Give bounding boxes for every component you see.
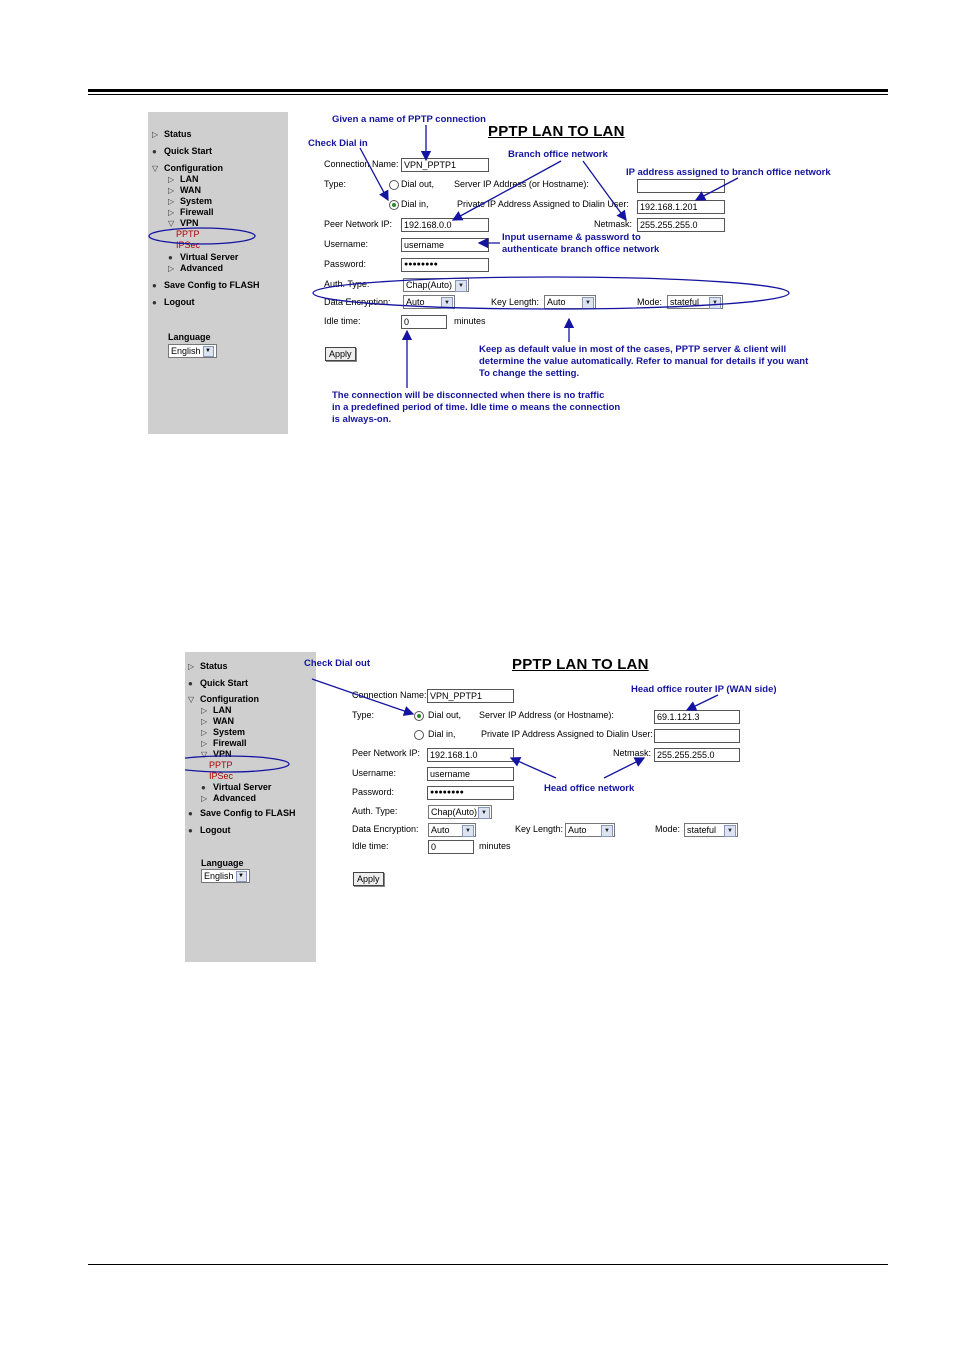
username-label: Username: xyxy=(352,768,397,778)
password-input[interactable]: ●●●●●●●● xyxy=(427,786,514,800)
peer-ip-label: Peer Network IP: xyxy=(352,748,421,758)
netmask-input[interactable]: 255.255.255.0 xyxy=(654,748,740,762)
annotation-branch-network: Branch office network xyxy=(508,149,608,160)
annotation-input-user-1: Input username & password to xyxy=(502,232,641,243)
triangle-down-icon: ▽ xyxy=(188,695,195,704)
sidebar-item-ipsec[interactable]: IPSec xyxy=(209,771,234,781)
bullet-icon: ● xyxy=(152,281,157,290)
arrow-head-router xyxy=(687,695,718,710)
arrow-branch-network-b xyxy=(583,161,626,220)
bullet-icon: ● xyxy=(152,147,157,156)
annotation-check-dial-out: Check Dial out xyxy=(304,658,370,669)
arrow-check-dial-in xyxy=(360,148,388,200)
sidebar-item-virtual-server[interactable]: ● Virtual Server xyxy=(168,252,239,262)
annotation-keep-default-3: To change the setting. xyxy=(479,368,580,379)
dial-out-radio[interactable] xyxy=(414,711,424,721)
chevron-down-icon: ▼ xyxy=(601,825,613,837)
data-encryption-select[interactable]: Auto ▼ xyxy=(428,823,476,837)
sidebar-item-configuration[interactable]: ▽ Configuration xyxy=(152,163,223,173)
netmask-label: Netmask: xyxy=(613,748,652,758)
sidebar-item-advanced[interactable]: ▷ Advanced xyxy=(201,793,257,803)
password-input[interactable]: ●●●●●●●● xyxy=(401,258,489,272)
connection-name-label: Connection Name: xyxy=(324,159,399,169)
triangle-down-icon: ▽ xyxy=(201,750,208,759)
type-label: Type: xyxy=(324,179,347,189)
annotation-check-dial-in: Check Dial in xyxy=(308,138,368,149)
key-length-label: Key Length: xyxy=(515,824,564,834)
idle-time-input[interactable]: 0 xyxy=(401,315,447,329)
annotation-disconnect-2: in a predefined period of time. Idle time o means the connection xyxy=(332,402,621,413)
bullet-icon: ● xyxy=(188,826,193,835)
language-select[interactable]: English ▼ xyxy=(201,869,250,883)
private-ip-input[interactable] xyxy=(654,729,740,743)
dial-in-radio[interactable] xyxy=(389,200,399,210)
chevron-down-icon: ▼ xyxy=(236,871,247,882)
sidebar-item-system[interactable]: ▷ System xyxy=(201,727,246,737)
header-rule-thin xyxy=(88,94,888,95)
sidebar-item-virtual-server[interactable]: ● Virtual Server xyxy=(201,782,272,792)
private-ip-label: Private IP Address Assigned to Dialin User: xyxy=(481,729,653,739)
minutes-label: minutes xyxy=(479,841,511,851)
dial-out-radio[interactable] xyxy=(389,180,399,190)
screenshot-dial-out xyxy=(185,652,815,962)
chevron-down-icon: ▼ xyxy=(455,280,467,292)
server-ip-input[interactable]: 69.1.121.3 xyxy=(654,710,740,724)
connection-name-input[interactable]: VPN_PPTP1 xyxy=(401,158,489,172)
key-length-select[interactable]: Auto ▼ xyxy=(544,295,596,309)
peer-ip-input[interactable]: 192.168.0.0 xyxy=(401,218,489,232)
sidebar-item-lan[interactable]: ▷ LAN xyxy=(201,705,232,715)
dial-in-label: Dial in, xyxy=(428,729,456,739)
chevron-down-icon: ▼ xyxy=(462,825,474,837)
arrow-head-network-b xyxy=(604,758,644,778)
annotation-input-user-2: authenticate branch office network xyxy=(502,244,660,255)
triangle-right-icon: ▷ xyxy=(201,728,208,737)
footer-rule xyxy=(88,1264,888,1265)
triangle-right-icon: ▷ xyxy=(201,794,208,803)
triangle-right-icon: ▷ xyxy=(168,208,175,217)
username-input[interactable]: username xyxy=(401,238,489,252)
sidebar-item-logout[interactable]: ● Logout xyxy=(188,825,231,835)
auth-type-label: Auth. Type: xyxy=(352,806,398,816)
auth-type-select[interactable]: Chap(Auto) ▼ xyxy=(428,805,492,819)
connection-name-label: Connection Name: xyxy=(352,690,427,700)
sidebar-item-firewall[interactable]: ▷ Firewall xyxy=(201,738,247,748)
sidebar-item-status[interactable]: ▷ Status xyxy=(188,661,228,671)
sidebar-item-firewall[interactable]: ▷ Firewall xyxy=(168,207,214,217)
sidebar-item-lan[interactable]: ▷ LAN xyxy=(168,174,199,184)
mode-label: Mode: xyxy=(655,824,681,834)
apply-button[interactable]: Apply xyxy=(353,872,384,886)
chevron-down-icon: ▼ xyxy=(709,297,721,309)
triangle-right-icon: ▷ xyxy=(152,130,159,139)
auth-type-label: Auth. Type: xyxy=(324,279,370,289)
annotation-keep-default-1: Keep as default value in most of the cases, PPTP server & client will xyxy=(479,344,787,355)
triangle-right-icon: ▷ xyxy=(201,706,208,715)
sidebar-item-wan[interactable]: ▷ WAN xyxy=(201,716,234,726)
triangle-right-icon: ▷ xyxy=(188,662,195,671)
dial-out-label: Dial out, xyxy=(401,179,435,189)
sidebar-item-vpn[interactable]: ▽ VPN xyxy=(201,749,232,759)
sidebar-item-pptp[interactable]: PPTP xyxy=(176,229,200,239)
header-rule xyxy=(88,89,888,92)
language-select[interactable]: English ▼ xyxy=(168,344,217,358)
auth-type-select[interactable]: Chap(Auto) ▼ xyxy=(403,278,469,292)
triangle-right-icon: ▷ xyxy=(168,186,175,195)
sidebar-item-logout[interactable]: ● Logout xyxy=(152,297,195,307)
dial-in-label: Dial in, xyxy=(401,199,429,209)
bullet-icon: ● xyxy=(152,298,157,307)
password-label: Password: xyxy=(352,787,395,797)
idle-time-label: Idle time: xyxy=(352,841,389,851)
chevron-down-icon: ▼ xyxy=(441,297,453,309)
bullet-icon: ● xyxy=(188,809,193,818)
password-label: Password: xyxy=(324,259,367,269)
chevron-down-icon: ▼ xyxy=(724,825,736,837)
sidebar-item-quick-start[interactable]: ● Quick Start xyxy=(152,146,213,156)
annotation-ip-assigned: IP address assigned to branch office network xyxy=(626,167,831,178)
sidebar xyxy=(148,112,288,434)
annotation-head-network: Head office network xyxy=(544,783,635,794)
type-label: Type: xyxy=(352,710,375,720)
sidebar-item-save-config[interactable]: ● Save Config to FLASH xyxy=(152,280,260,290)
chevron-down-icon: ▼ xyxy=(478,807,490,819)
username-label: Username: xyxy=(324,239,369,249)
page-title: PPTP LAN TO LAN xyxy=(512,656,649,673)
netmask-label: Netmask: xyxy=(594,219,633,229)
server-ip-label: Server IP Address (or Hostname): xyxy=(454,179,589,189)
triangle-right-icon: ▷ xyxy=(168,197,175,206)
key-length-select[interactable]: Auto ▼ xyxy=(565,823,615,837)
sidebar-item-ipsec[interactable]: IPSec xyxy=(176,240,201,250)
data-encryption-label: Data Encryption: xyxy=(324,297,391,307)
server-ip-input[interactable] xyxy=(637,179,725,193)
arrow-head-network-a xyxy=(511,758,556,778)
annotation-keep-default-2: determine the value automatically. Refer to manual for details if you want xyxy=(479,356,809,367)
sidebar-item-pptp[interactable]: PPTP xyxy=(209,760,233,770)
data-encryption-select[interactable]: Auto ▼ xyxy=(403,295,455,309)
mode-select[interactable]: stateful ▼ xyxy=(684,823,738,837)
annotation-disconnect-1: The connection will be disconnected when there is no traffic xyxy=(332,390,605,401)
bullet-icon: ● xyxy=(201,783,206,792)
key-length-label: Key Length: xyxy=(491,297,540,307)
language-label: Language xyxy=(201,858,244,868)
screenshot-dial-in xyxy=(148,112,860,434)
bullet-icon: ● xyxy=(188,679,193,688)
data-encryption-label: Data Encryption: xyxy=(352,824,419,834)
sidebar-item-system[interactable]: ▷ System xyxy=(168,196,213,206)
triangle-right-icon: ▷ xyxy=(201,739,208,748)
mode-select[interactable]: stateful ▼ xyxy=(667,295,723,309)
triangle-right-icon: ▷ xyxy=(168,175,175,184)
triangle-down-icon: ▽ xyxy=(152,164,159,173)
annotation-disconnect-3: is always-on. xyxy=(332,414,392,425)
private-ip-input[interactable]: 192.168.1.201 xyxy=(637,200,725,214)
minutes-label: minutes xyxy=(454,316,486,326)
peer-ip-input[interactable]: 192.168.1.0 xyxy=(427,748,514,762)
connection-name-input[interactable]: VPN_PPTP1 xyxy=(427,689,514,703)
dial-in-radio[interactable] xyxy=(414,730,424,740)
bullet-icon: ● xyxy=(168,253,173,262)
sidebar-item-configuration[interactable]: ▽ Configuration xyxy=(188,694,259,704)
triangle-down-icon: ▽ xyxy=(168,219,175,228)
triangle-right-icon: ▷ xyxy=(201,717,208,726)
idle-time-label: Idle time: xyxy=(324,316,361,326)
sidebar-item-quick-start[interactable]: ● Quick Start xyxy=(188,678,249,688)
username-input[interactable]: username xyxy=(427,767,514,781)
sidebar-item-vpn[interactable]: ▽ VPN xyxy=(168,218,199,228)
annotation-head-router: Head office router IP (WAN side) xyxy=(631,684,777,695)
peer-ip-label: Peer Network IP: xyxy=(324,219,393,229)
chevron-down-icon: ▼ xyxy=(203,346,214,357)
sidebar-item-advanced[interactable]: ▷ Advanced xyxy=(168,263,224,273)
language-label: Language xyxy=(168,332,211,342)
dial-out-label: Dial out, xyxy=(428,710,462,720)
page-title: PPTP LAN TO LAN xyxy=(488,123,625,140)
annotation-give-name: Given a name of PPTP connection xyxy=(332,114,486,125)
triangle-right-icon: ▷ xyxy=(168,264,175,273)
netmask-input[interactable]: 255.255.255.0 xyxy=(637,218,725,232)
sidebar-item-wan[interactable]: ▷ WAN xyxy=(168,185,201,195)
apply-button[interactable]: Apply xyxy=(325,347,356,361)
idle-time-input[interactable]: 0 xyxy=(428,840,474,854)
sidebar-item-status[interactable]: ▷ Status xyxy=(152,129,192,139)
mode-label: Mode: xyxy=(637,297,663,307)
chevron-down-icon: ▼ xyxy=(582,297,594,309)
sidebar-item-save-config[interactable]: ● Save Config to FLASH xyxy=(188,808,296,818)
server-ip-label: Server IP Address (or Hostname): xyxy=(479,710,614,720)
private-ip-label: Private IP Address Assigned to Dialin User: xyxy=(457,199,629,209)
